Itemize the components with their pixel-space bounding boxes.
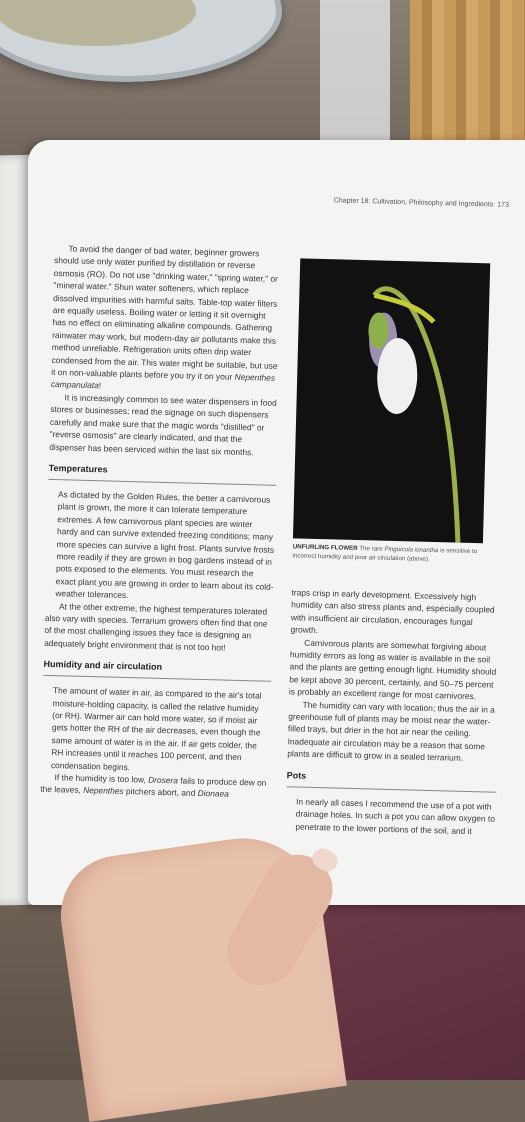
- paragraph: If the humidity is too low, Drosera fails to produce dew on the leaves, Nepenthes pitchers abort, and Dionaea: [40, 772, 267, 800]
- paragraph: At the other extreme, the highest temperatures tolerated also vary with species. Terrarium growers often find that one of the most challenging issues they face is designing an adequately bright environment that is not too hot!: [44, 600, 268, 653]
- paragraph: Carnivorous plants are somewhat forgiving about humidity errors as long as water is available in the soil and the plants are getting enough light. Humidity should be kept above 30 percent, certainly, and 50–75 percent is probably an excellent range for most carnivores.: [288, 637, 497, 702]
- paragraph: As dictated by the Golden Rules, the better a carnivorous plant is grown, the more it can tolerate temperature extremes. A few carnivorous plant species are winter hardy and can survive extended freezing conditions; many more species can survive a light frost. Plants survive frosts more readily if they are grown in bog gardens instead of in pots exposed to the elements. You must research the exact plant you are growing in order to learn about its cold-weather tolerances.: [55, 489, 275, 601]
- chapter-title: Chapter 18: Cultivation, Philosophy and Ingredients: [333, 197, 494, 209]
- right-column: [285, 586, 501, 837]
- paragraph: To avoid the danger of bad water, beginner growers should use only water purified by distillation or reverse osmosis (RO). Do not use "drinking water," "spring water," or "mineral water." Shun water softeners, which replace dissolved impurities with harmful salts. Table-top water filters are equally useless. Boiling water or letting it sit overnight has no effect on eliminating alkaline compounds. Gathering rainwater may work, but modern-day air pollutants make this method unreliable. Refrigeration units often drip water condensed from the air. This water might be suitable, but use it on non-valuable plants before you try it on your Nepenthes campanulata!: [50, 243, 279, 391]
- running-head: [334, 197, 525, 209]
- paragraph: In nearly all cases I recommend the use of a pot with drainage holes. In such a pot you can allow oxygen to penetrate to the lower portions of the soil, and it: [295, 796, 496, 836]
- plate-food: [0, 0, 196, 46]
- left-column: [40, 242, 282, 802]
- paragraph: The humidity can vary with location; thus the air in a greenhouse full of plants may be moist near the water-filled trays, but drier in the hot air near the ceiling. Inadequate air circulation may be a reason that some plants are difficult to grow in a sealed terrarium.: [287, 699, 495, 764]
- paragraph: The amount of water in air, as compared to the air's total moisture-holding capacity, is called the relative humidity (or RH). Warmer air can hold more water, so if moist air gets hotter the RH of the air decreases, even though the same amount of water is in the air. If air gets colder, the RH increases until it reaches 100 percent, and then condensation begins.: [50, 685, 262, 772]
- flower-photo: [293, 258, 490, 543]
- heading-pots: Pots: [286, 770, 496, 792]
- figure-caption: UNFURLING FLOWER The rare Pinguicula ionantha is sensitive to incorrect humidity and poor air circulation (above).: [292, 543, 478, 563]
- paragraph: It is increasingly common to see water dispensers in food stores or businesses; read the signage on such dispensers carefully and make sure that the magic words "distilled" or "reverse osmosis" are clearly indicated, and that the dispenser has been serviced within the last six months.: [49, 392, 277, 457]
- book-page: [28, 140, 525, 905]
- flower-illustration: [293, 258, 490, 543]
- page-content: [37, 190, 525, 905]
- page-number: 173: [497, 201, 509, 209]
- heading-temperatures: Temperatures: [48, 463, 276, 486]
- heading-humidity: Humidity and air circulation: [43, 659, 271, 682]
- paragraph: traps crisp in early development. Excessively high humidity can also stress plants and, especially coupled with insufficient air circulation, encourages fungal growth.: [290, 587, 495, 636]
